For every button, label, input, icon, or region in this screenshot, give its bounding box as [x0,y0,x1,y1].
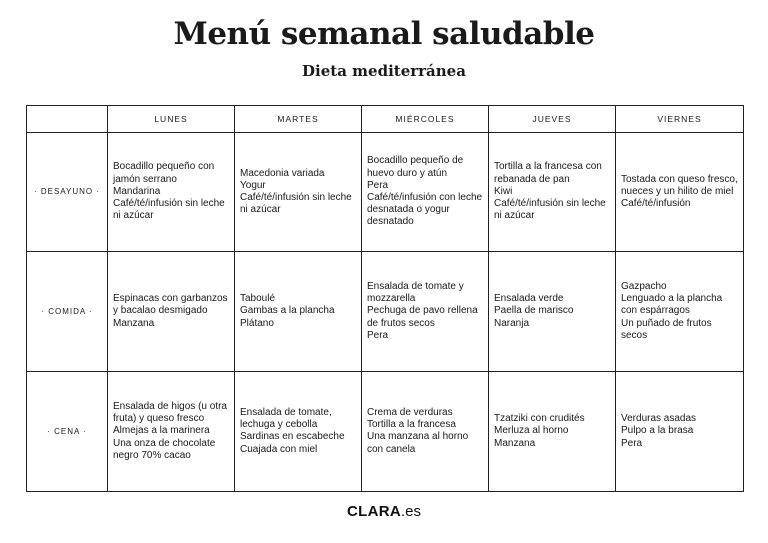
page-subtitle: Dieta mediterránea [302,62,466,80]
menu-item: Tostada con queso fresco, nueces y un hilito de miel [621,173,738,197]
menu-item: Macedonia variada [240,167,325,179]
day-header: JUEVES [489,106,616,133]
logo-brand: CLARA [346,503,401,520]
menu-item: Bocadillo pequeño de huevo duro y atún [367,155,464,179]
menu-item: Tzatziki con crudités [494,413,585,425]
menu-item: Tortilla a la francesa [367,419,456,431]
menu-item: Ensalada de tomate y mozzarella [367,280,464,305]
menu-item: Gazpacho [621,280,667,292]
menu-item: Cuajada con miel [240,443,318,455]
clara-logo [0,502,768,522]
menu-item: Tortilla a la francesa con rebanada de pan [494,161,602,185]
menu-cell [616,251,744,371]
menu-item: Naranja [494,317,530,329]
menu-item: Pechuga de pavo rellena de frutos secos [367,305,478,329]
menu-item: Manzana [494,437,536,449]
menu-item: Ensalada de higos (u otra fruta) y queso fresco [113,400,227,425]
menu-item: Café/té/infusión sin leche ni azúcar [240,191,352,216]
meal-row [27,133,744,252]
page-title: Menú semanal saludable [173,16,595,52]
meal-label: · DESAYUNO · [27,133,108,252]
day-header: VIERNES [616,106,744,133]
menu-item: Ensalada de tomate, lechuga y cebolla [240,407,332,431]
menu-item: Un puñado de frutos secos [621,317,712,341]
day-header: MIÉRCOLES [362,106,489,133]
menu-item: Taboulé [240,293,276,305]
menu-cell [362,133,489,252]
menu-item: Espinacas con garbanzos y bacalao desmigado [113,293,228,317]
menu-item: Pera [621,437,643,449]
menu-item: Pera [367,179,389,191]
menu-item: Yogur [240,179,266,191]
menu-item: Plátano [240,317,274,329]
menu-cell [108,251,235,371]
menu-item: Café/té/infusión sin leche ni azúcar [494,198,606,222]
menu-item: Sardinas en escabeche [240,431,345,443]
menu-cell [235,371,362,491]
menu-item: Mandarina [113,185,161,197]
menu-item: Café/té/infusión [621,198,691,210]
menu-cell [489,371,616,491]
day-header: LUNES [108,106,235,133]
menu-item: Una onza de chocolate negro 70% cacao [113,437,216,461]
menu-item: Lenguado a la plancha con espárragos [621,293,723,317]
menu-cell [616,133,744,252]
menu-item: Café/té/infusión sin leche ni azúcar [113,198,225,222]
menu-cell [235,133,362,252]
menu-cell [108,133,235,252]
menu-cell [108,371,235,491]
menu-cell [362,371,489,491]
menu-cell [616,371,744,491]
header-row [27,106,744,133]
menu-cell [235,251,362,371]
menu-item: Pulpo a la brasa [621,425,694,437]
menu-item: Gambas a la plancha [240,305,335,317]
corner-cell [27,106,108,133]
menu-item: Una manzana al horno con canela [367,431,469,455]
menu-item: Kiwi [494,185,513,197]
meal-row [27,251,744,371]
menu-item: Manzana [113,317,155,329]
menu-cell [489,133,616,252]
menu-item: Bocadillo pequeño con jamón serrano [113,161,215,185]
menu-cell [362,251,489,371]
meal-row [27,371,744,491]
meal-label: · COMIDA · [27,251,108,371]
menu-item: Pera [367,329,389,341]
menu-item: Paella de marisco [494,305,574,317]
meal-label: · CENA · [27,371,108,491]
menu-cell [489,251,616,371]
weekly-menu-table [26,105,744,492]
menu-item: Merluza al horno [494,425,569,437]
menu-item: Almejas a la marinera [113,425,210,437]
menu-item: Ensalada verde [494,293,564,305]
menu-item: Crema de verduras [367,407,453,419]
menu-item: Café/té/infusión con leche desnatada o yogur desnatado [367,191,483,228]
menu-item: Verduras asadas [621,413,697,425]
logo-tld: .es [400,503,421,520]
day-header: MARTES [235,106,362,133]
